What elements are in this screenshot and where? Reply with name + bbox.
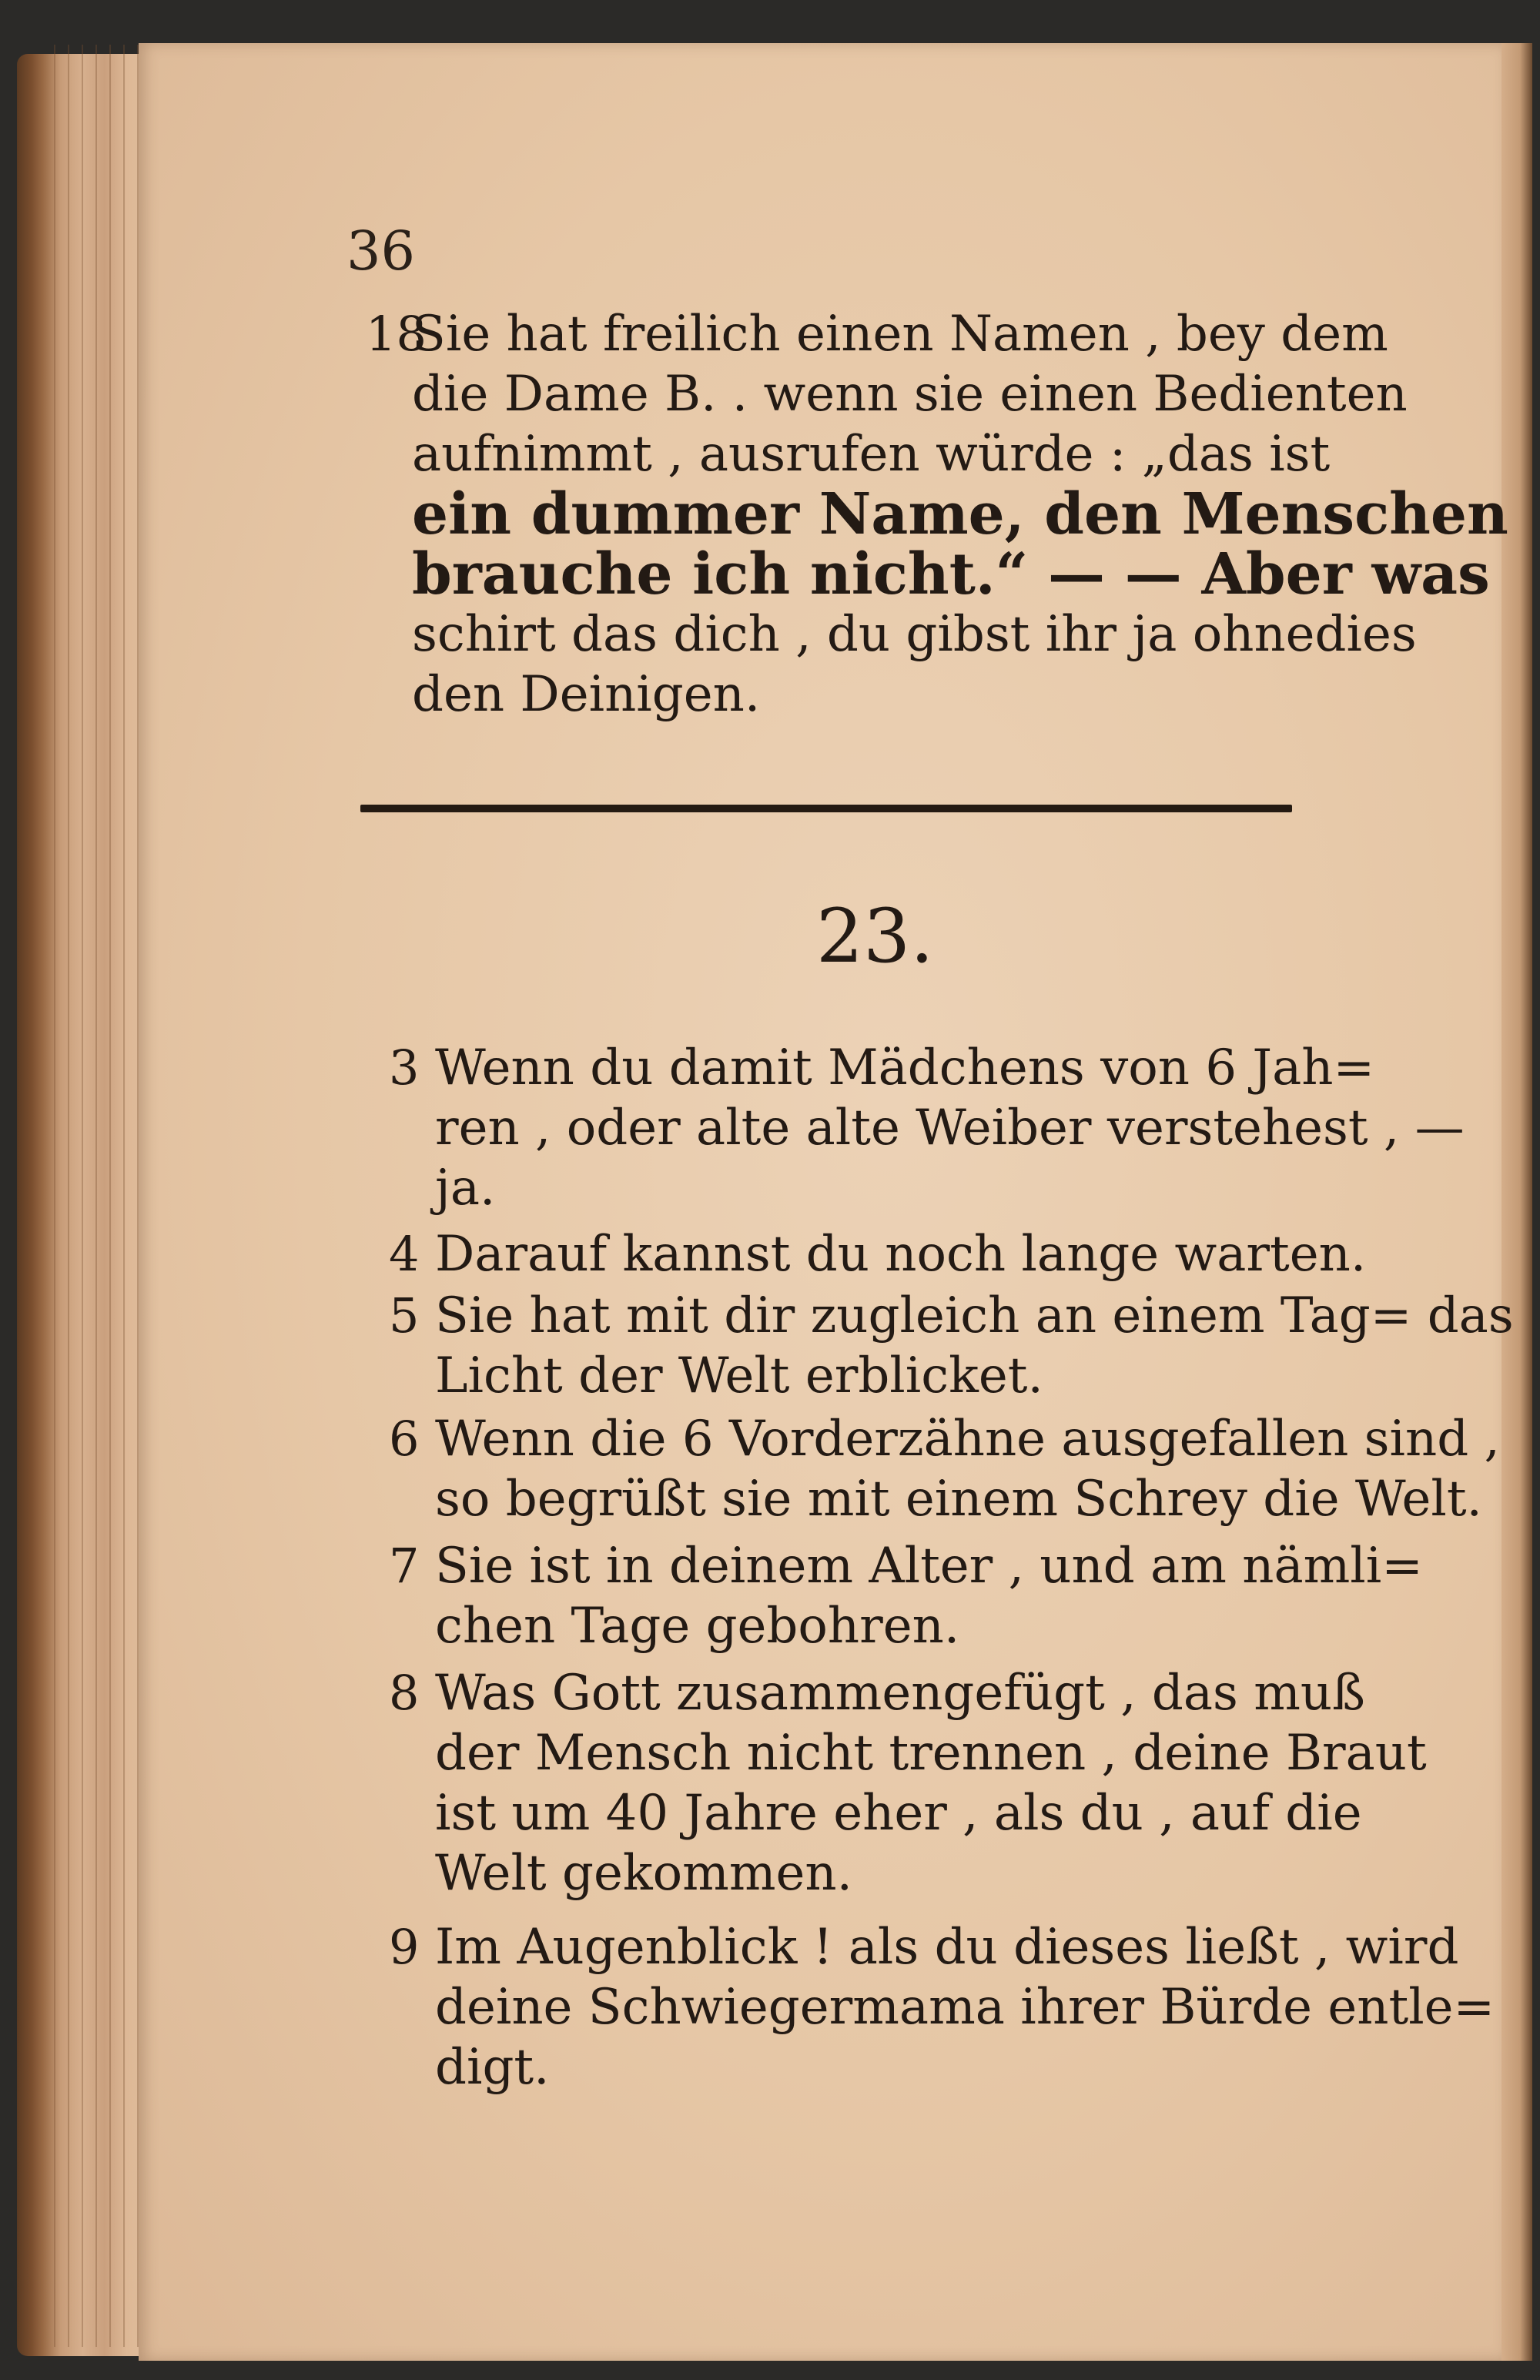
text-line: die Dame B. . wenn sie einen Bedienten [412,366,1408,423]
page-number: 36 [346,219,416,283]
entry-9 [389,1917,1495,2097]
text-line: Licht der Welt erblicket. [435,1347,1043,1404]
entry-3 [389,1038,1465,1218]
text-line: ist um 40 Jahre eher , als du , auf die [435,1785,1362,1842]
entry-8 [389,1663,1427,1903]
text-line: schirt das dich , du gibst ihr ja ohnedies [412,606,1417,663]
entry-number: 3 [389,1039,420,1096]
text-line: Welt gekommen. [435,1845,852,1902]
entry-number: 6 [389,1411,420,1467]
text-line: der Mensch nicht trennen , deine Braut [435,1725,1427,1782]
text-line: so begrüßt sie mit einem Schrey die Welt. [435,1471,1482,1528]
text-line: Sie hat freilich einen Namen , bey dem [412,306,1388,363]
text-line: Im Augenblick ! als du dieses ließt , wird [435,1919,1459,1976]
entry-5 [389,1286,1514,1406]
section-number: 23. [816,893,934,979]
text-line: aufnimmt , ausrufen würde : „das ist [412,426,1331,483]
text-line: den Deinigen. [412,666,761,723]
entry-number: 9 [389,1919,420,1975]
top-entry [366,304,1508,725]
text-line: chen Tage gebohren. [435,1598,960,1655]
text-line: Wenn du damit Mädchens von 6 Jah= [435,1039,1375,1096]
text-line: Sie ist in deinem Alter , und am nämli= [435,1538,1423,1595]
text-line: ein dummer Name, den Menschen [412,481,1508,547]
text-line: ja. [435,1160,496,1217]
entry-number: 18 [366,306,427,362]
entry-number: 5 [389,1287,420,1344]
entry-number: 4 [389,1226,420,1282]
text-line: Was Gott zusammengefügt , das muß [435,1665,1365,1722]
text-line: Sie hat mit dir zugleich an einem Tag= das [435,1287,1514,1344]
page-stack [46,45,154,2347]
text-line: Wenn die 6 Vorderzähne ausgefallen sind , [435,1411,1500,1468]
text-line: digt. [435,2039,550,2096]
entry-number: 8 [389,1665,420,1721]
entry-7 [389,1536,1423,1656]
text-line: ren , oder alte alte Weiber verstehest , — [435,1100,1465,1157]
text-line: Darauf kannst du noch lange warten. [435,1226,1367,1283]
entry-4 [389,1224,1367,1284]
text-line: deine Schwiegermama ihrer Bürde entle= [435,1979,1495,2036]
section-divider [360,805,1292,812]
entry-number: 7 [389,1538,420,1594]
text-line: brauche ich nicht.“ — — Aber was [412,541,1490,608]
entry-6 [389,1409,1500,1529]
